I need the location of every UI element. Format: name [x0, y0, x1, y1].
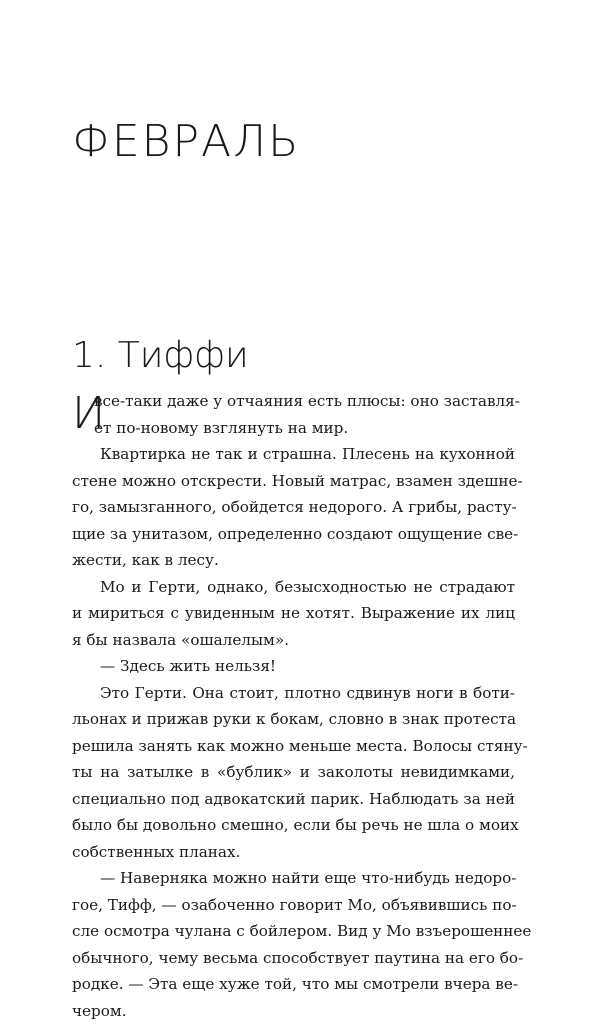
opening-paragraph — [72, 388, 515, 441]
text-line: Это Герти. Она стоит, плотно сдвинув ноги в боти- — [72, 680, 515, 707]
text-line: сле осмотра чулана с бойлером. Вид у Мо взъерошеннее — [72, 918, 515, 945]
dialogue-line: — Здесь жить нельзя! — [72, 653, 515, 680]
text-line: ты на затылке в «бублик» и заколоты невидимками, — [72, 759, 515, 786]
chapter-title: 1. Тиффи — [72, 338, 249, 374]
text-line: родке. — Эта еще хуже той, что мы смотрели вчера ве- — [72, 971, 515, 998]
text-line: жести, как в лесу. — [72, 547, 515, 574]
dialogue-line: — Наверняка можно найти еще что-нибудь недоро- — [72, 865, 515, 892]
text-line: и мириться с увиденным не хотят. Выражение их лиц — [72, 600, 515, 627]
text-line: стене можно отскрести. Новый матрас, взамен здешне- — [72, 468, 515, 495]
text-line: собственных планах. — [72, 839, 515, 866]
part-title: ФЕВРАЛЬ — [72, 120, 300, 164]
text-line: обычного, чему весьма способствует паутина на его бо- — [72, 945, 515, 972]
text-line: специально под адвокатский парик. Наблюдать за ней — [72, 786, 515, 813]
text-line: ет по-новому взглянуть на мир. — [72, 415, 515, 442]
text-line: было бы довольно смешно, если бы речь не шла о моих — [72, 812, 515, 839]
drop-cap: И — [72, 392, 105, 436]
text-line: щие за унитазом, определенно создают ощущение све- — [72, 521, 515, 548]
text-line: гое, Тифф, — озабоченно говорит Мо, объявившись по- — [72, 892, 515, 919]
text-line: го, замызганного, обойдется недорого. А грибы, расту- — [72, 494, 515, 521]
text-line: все-таки даже у отчаяния есть плюсы: оно заставля- — [72, 388, 515, 415]
text-line: чером. — [72, 998, 515, 1024]
text-line: решила занять как можно меньше места. Волосы стяну- — [72, 733, 515, 760]
chapter-body — [72, 388, 515, 1024]
text-line: льонах и прижав руки к бокам, словно в знак протеста — [72, 706, 515, 733]
text-line: Мо и Герти, однако, безысходностью не страдают — [72, 574, 515, 601]
text-line: я бы назвала «ошалелым». — [72, 627, 515, 654]
text-line: Квартирка не так и страшна. Плесень на кухонной — [72, 441, 515, 468]
